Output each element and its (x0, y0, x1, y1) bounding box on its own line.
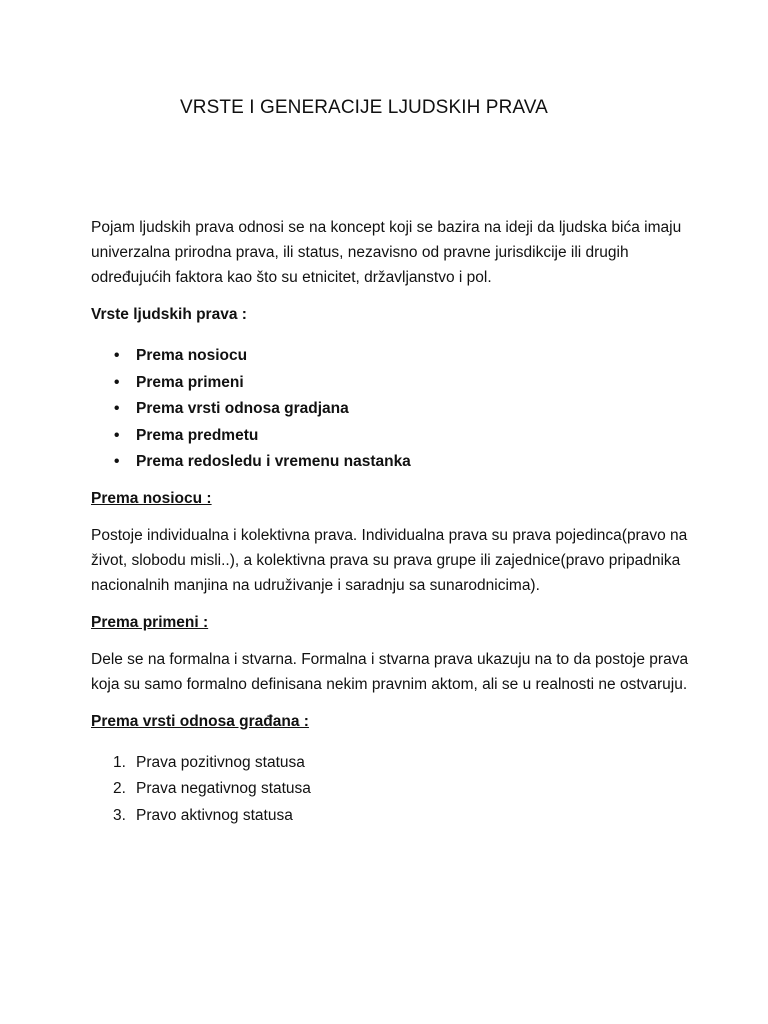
document-title: VRSTE I GENERACIJE LJUDSKIH PRAVA (180, 97, 548, 118)
bullet-icon: • (114, 347, 120, 364)
status-list (91, 750, 691, 830)
types-heading: Vrste ljudskih prava : (91, 306, 247, 323)
list-item: 1. Prava pozitivnog statusa (113, 753, 305, 771)
section-heading-primeni: Prema primeni : (91, 613, 209, 631)
bullet-icon: • (114, 453, 120, 470)
list-item: 3. Pravo aktivnog statusa (113, 806, 293, 824)
bullet-icon: • (114, 426, 120, 444)
bullet-icon: • (114, 400, 120, 417)
types-list (91, 343, 691, 476)
intro-paragraph: Pojam ljudskih prava odnosi se na koncept koji se bazira na ideji da ljudska bića imaju univerzalna prirodna prava, ili status, nezavisno od pravne jurisdikcije ili drugih određujućih faktora kao što su etnicitet, državljanstvo i pol. (91, 219, 682, 286)
section-heading-nosiocu: Prema nosiocu : (91, 489, 212, 507)
section-text-primeni: Dele se na formalna i stvarna. Formalna i stvarna prava ukazuju na to da postoje prava koja su samo formalno definisana nekim pravnim aktom, ali se u realnosti ne ostvaruju. (91, 650, 689, 693)
list-item: • Prema primeni (91, 370, 691, 397)
section-text-nosiocu: Postoje individualna i kolektivna prava. Individualna prava su prava pojedinca(pravo na život, slobodu misli..), a kolektivna prava su prava grupe ili zajednice(pravo pripadnika nacionalnih manjina na udruživanje i saradnju sa sunarodnicima). (91, 526, 688, 594)
document-body (91, 215, 691, 829)
list-item: • Prema nosiocu (91, 343, 691, 370)
bullet-icon: • (114, 373, 120, 391)
list-item: 2. Prava negativnog statusa (113, 780, 311, 797)
list-item: • Prema vrsti odnosa gradjana (91, 396, 691, 423)
section-heading-odnosa: Prema vrsti odnosa građana : (91, 712, 309, 730)
list-item: • Prema redosledu i vremenu nastanka (91, 449, 691, 476)
list-item: • Prema predmetu (91, 423, 691, 450)
